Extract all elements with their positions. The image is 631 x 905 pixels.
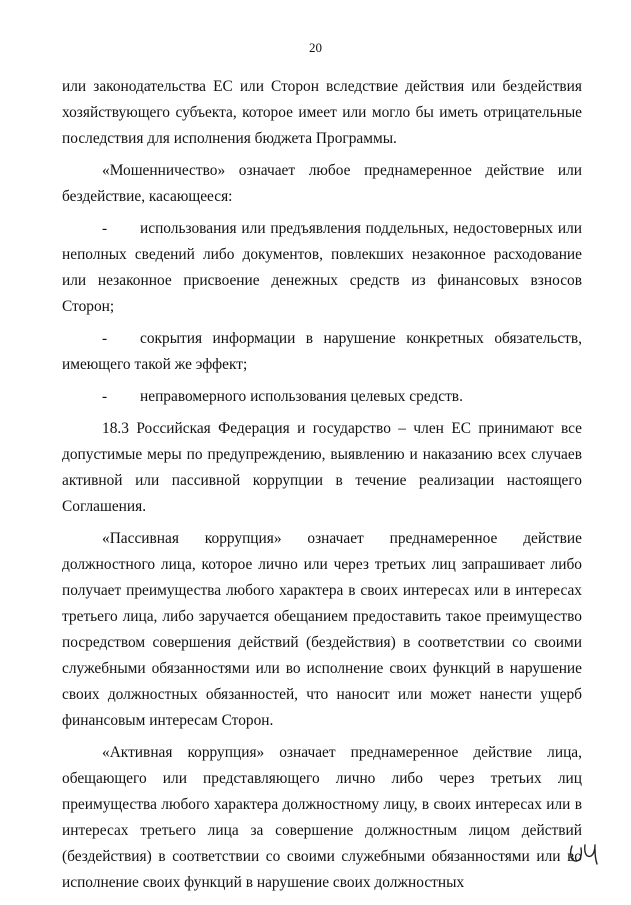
page-number: 20: [309, 40, 322, 55]
list-item: [62, 326, 582, 378]
list-dash: -: [102, 330, 108, 347]
list-dash: -: [102, 220, 108, 237]
document-body: [62, 74, 582, 896]
list-item-text: неправомерного использования целевых средств.: [140, 388, 463, 405]
paragraph-continuation: или законодательства ЕС или Сторон вследствие действия или бездействия хозяйствующего субъекта, которое имеет или могло бы иметь отрицательные последствия для исполнения бюджета Программы.: [62, 78, 582, 147]
handwritten-initials: [567, 840, 603, 868]
paragraph-fraud-definition: «Мошенничество» означает любое преднамеренное действие или бездействие, касающееся:: [62, 162, 582, 205]
list-item-text: использования или предъявления поддельных, недостоверных или неполных сведений либо документов, повлекших незаконное расходование или незаконное присвоение денежных средств из финансовых взносов Сторон;: [62, 220, 582, 315]
list-item-text: сокрытия информации в нарушение конкретных обязательств, имеющего такой же эффект;: [62, 330, 582, 373]
paragraph-active-corruption: «Активная коррупция» означает преднамеренное действие лица, обещающего или представляющего лично либо через третьих лиц преимущества любого характера должностному лицу, в своих интересах или в интересах третьего лица за совершение должностным лицом действий (бездействия) в соответствии со своими служебными обязанностями или во исполнение своих функций в нарушение своих должностных: [62, 744, 582, 891]
paragraph-section-18-3: 18.3 Российская Федерация и государство – член ЕС принимают все допустимые меры по предупреждению, выявлению и наказанию всех случаев активной или пассивной коррупции в течение реализации настоящего Соглашения.: [62, 420, 582, 515]
list-dash: -: [102, 388, 108, 405]
paragraph-passive-corruption: «Пассивная коррупция» означает преднамеренное действие должностного лица, которое лично или через третьих лиц запрашивает либо получает преимущества любого характера в своих интересах или в интересах третьего лица, либо заручается обещанием предоставить такое преимущество посредством совершения действий (бездействия) в соответствии со своими служебными обязанностями или во исполнение своих функций в нарушение своих должностных обязанностей, что наносит или может нанести ущерб финансовым интересам Сторон.: [62, 530, 582, 729]
list-item: [62, 216, 582, 320]
list-item: [62, 384, 582, 410]
